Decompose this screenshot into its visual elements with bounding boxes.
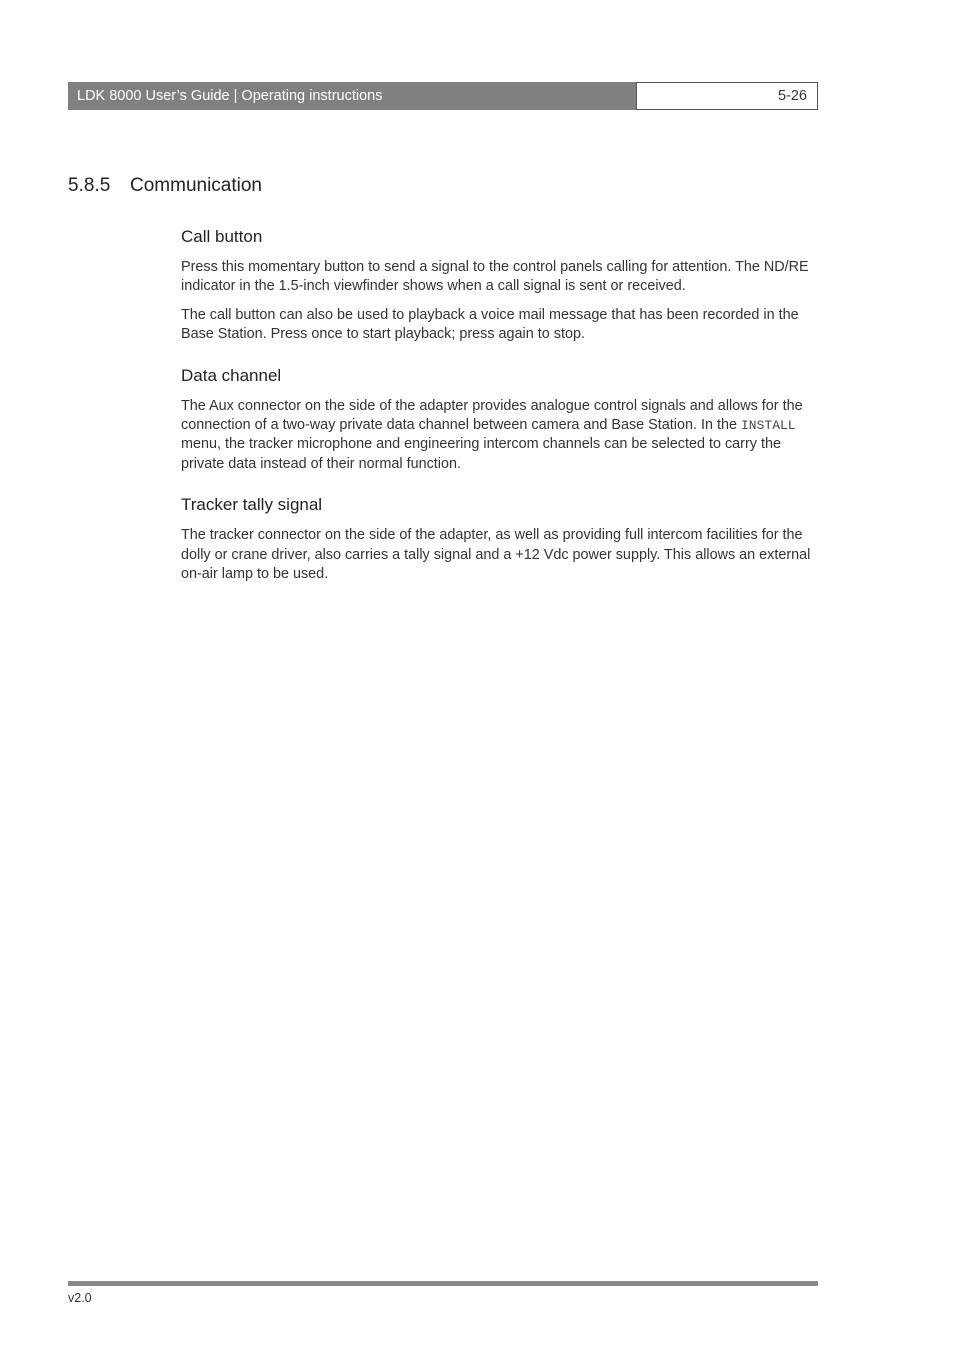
subsection-title: Data channel [181, 365, 282, 385]
subsection-title: Tracker tally signal [181, 495, 323, 515]
menu-name-code: INSTALL [740, 418, 796, 434]
subsection-title: Call button [181, 227, 263, 246]
section-number: 5.8.5 [68, 175, 111, 196]
paragraph: The call button can also be used to playback a voice mail message that has been recorded in the Base Station. Press once to start playback; press again to stop. [181, 306, 799, 343]
page-number: 5-26 [636, 82, 818, 110]
paragraph [181, 397, 821, 475]
paragraph-text: The Aux connector on the side of the adapter provides analogue control signals and allows for the connection of a two-way private data channel between camera and Base Station. In the [181, 397, 803, 434]
version-label: v2.0 [68, 1291, 92, 1305]
subsection-tracker-tally [181, 494, 821, 584]
paragraph-text: menu, the tracker microphone and engineering intercom channels can be selected to carry the private data instead of their normal function. [181, 436, 781, 472]
footer-divider [68, 1281, 818, 1286]
subsection-data-channel [181, 365, 821, 475]
section-title: Communication [130, 175, 262, 196]
page-header [68, 82, 818, 110]
header-title: LDK 8000 User’s Guide | Operating instructions [68, 82, 636, 110]
subsection-call-button [181, 226, 821, 345]
paragraph: The tracker connector on the side of the adapter, as well as providing full intercom facilities for the dolly or crane driver, also carries a tally signal and a +12 Vdc power supply. This allows an external on-air lamp to be used. [181, 527, 811, 583]
main-content [181, 226, 821, 604]
section-heading [68, 175, 262, 197]
paragraph: Press this momentary button to send a signal to the control panels calling for attention. The ND/RE indicator in the 1.5-inch viewfinder shows when a call signal is sent or received. [181, 259, 809, 295]
